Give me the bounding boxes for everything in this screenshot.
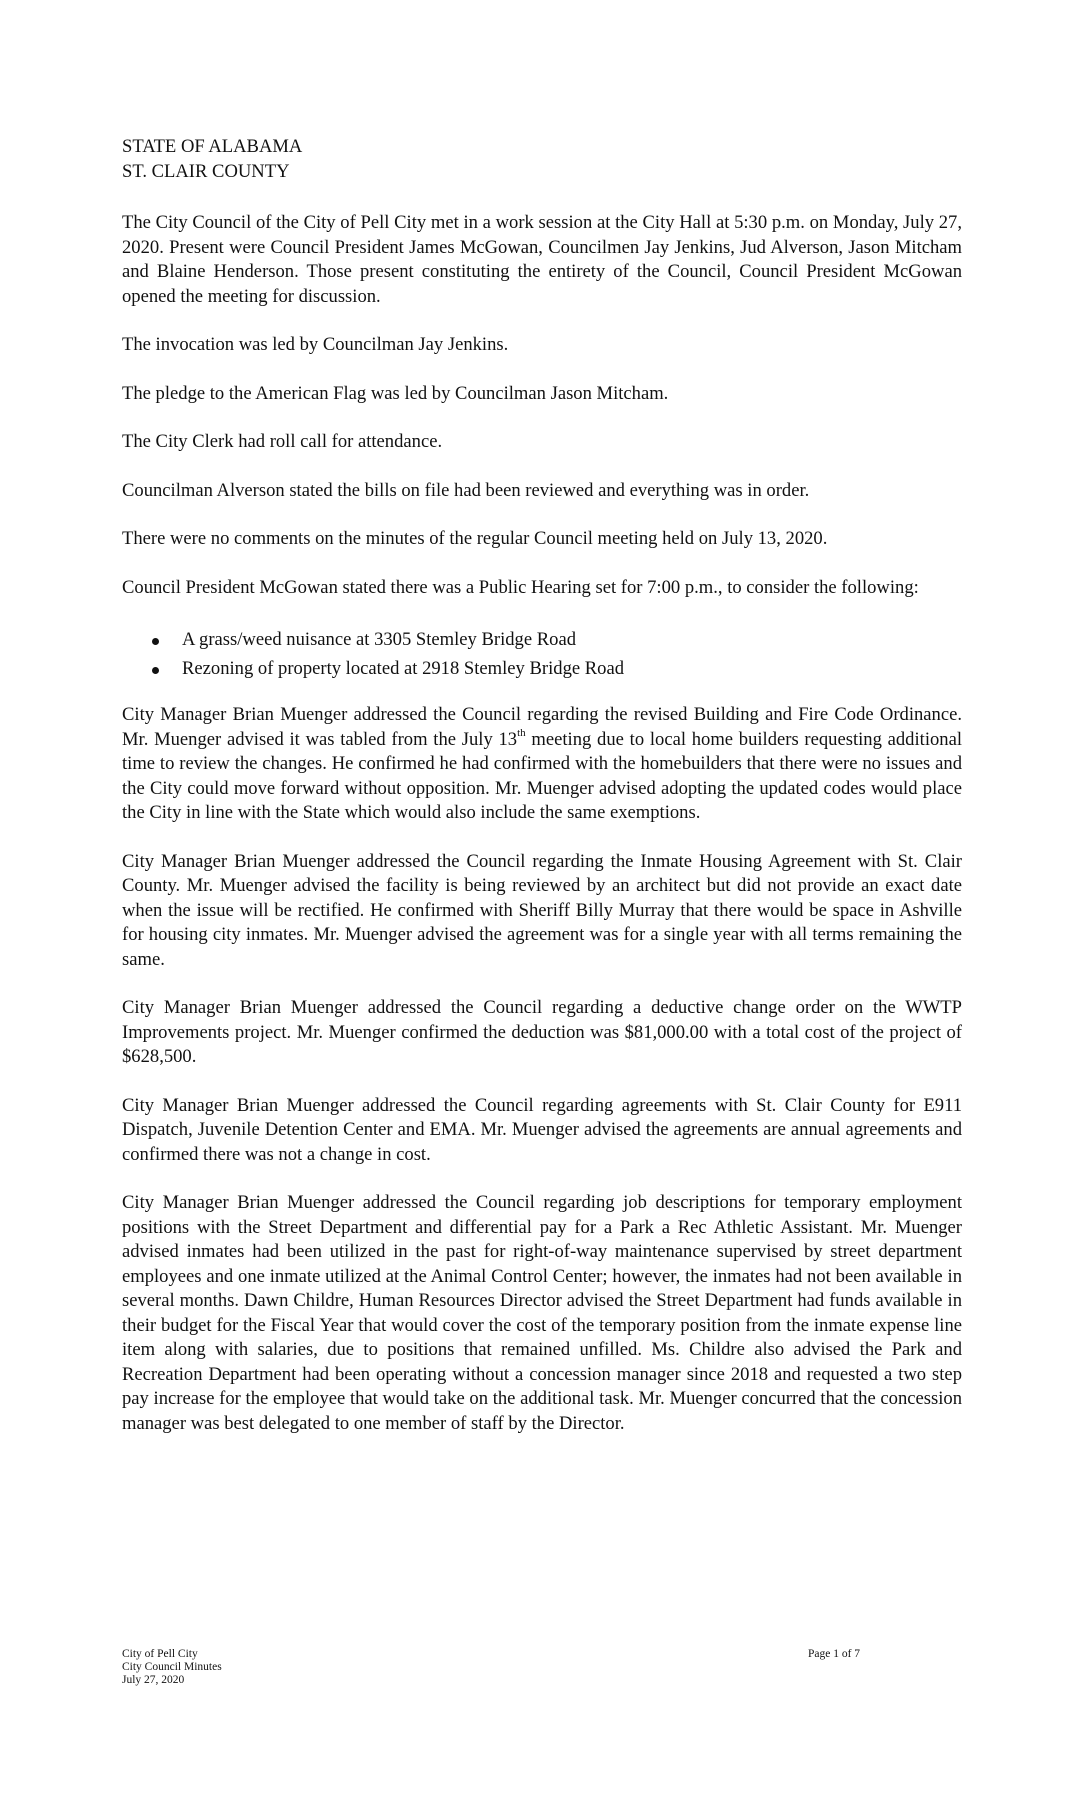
footer-doc-type: City Council Minutes	[122, 1661, 222, 1673]
document-header	[122, 135, 842, 184]
list-item	[152, 657, 962, 682]
county-heading: ST. CLAIR COUNTY	[122, 160, 290, 182]
bullet-icon	[152, 638, 159, 645]
page-number: Page 1 of 7	[808, 1648, 861, 1660]
list-item-text: A grass/weed nuisance at 3305 Stemley Bridge Road	[182, 629, 577, 650]
job-descriptions-paragraph: City Manager Brian Muenger addressed the Council regarding job descriptions for temporary employment positions with the Street Department and differential pay for a Park a Rec Athletic Assistant. Mr. Muenger advised inmates had been utilized in the past for right-of-way maintenance supervised by street department employees and one inmate utilized at the Animal Control Center; however, the inmates had not been available in several months. Dawn Childre, Human Resources Director advised the Street Department had funds available in their budget for the Fiscal Year that would cover the cost of the temporary position from the inmate expense line item along with salaries, due to positions that remained unfilled. Ms. Childre also advised the Park and Recreation Department had been operating without a concession manager since 2018 and requested a two step pay increase for the employee that would take on the additional task. Mr. Muenger concurred that the concession manager was best delegated to one member of staff by the Director.	[122, 1192, 962, 1434]
list-item-text: Rezoning of property located at 2918 Stemley Bridge Road	[182, 657, 625, 679]
public-hearing-paragraph: Council President McGowan stated there was a Public Hearing set for 7:00 p.m., to consider the following:	[122, 576, 919, 598]
list-item	[152, 628, 962, 653]
building-code-paragraph	[122, 703, 962, 826]
minutes-body	[122, 211, 962, 1460]
footer-date: July 27, 2020	[122, 1674, 185, 1686]
bills-paragraph: Councilman Alverson stated the bills on file had been reviewed and everything was in order.	[122, 479, 810, 501]
county-agreements-paragraph: City Manager Brian Muenger addressed the Council regarding agreements with St. Clair County for E911 Dispatch, Juvenile Detention Center and EMA. Mr. Muenger advised the agreements are annual agreements and confirmed there was not a change in cost.	[122, 1094, 962, 1165]
inmate-housing-paragraph: City Manager Brian Muenger addressed the Council regarding the Inmate Housing Agreement with St. Clair County. Mr. Muenger advised the facility is being reviewed by an architect but did not provide an exact date when the issue will be rectified. He confirmed with Sheriff Billy Murray that there would be space in Ashville for housing city inmates. Mr. Muenger advised the agreement was for a single year with all terms remaining the same.	[122, 850, 962, 970]
building-code-text-b: meeting due to local home builders requesting additional time to review the changes. He confirmed he had confirmed with the homebuilders that there were no issues and the City could move forward without opposition. Mr. Muenger advised adopting the updated codes would place the City in line with the State which would also include the same exemptions.	[122, 728, 962, 823]
state-heading: STATE OF ALABAMA	[122, 136, 303, 157]
roll-call-paragraph: The City Clerk had roll call for attendance.	[122, 431, 443, 452]
ordinal-suffix: th	[517, 727, 526, 740]
invocation-paragraph: The invocation was led by Councilman Jay Jenkins.	[122, 334, 509, 355]
pledge-paragraph: The pledge to the American Flag was led by Councilman Jason Mitcham.	[122, 382, 669, 404]
footer-document-info	[122, 1648, 222, 1687]
wwtp-paragraph: City Manager Brian Muenger addressed the Council regarding a deductive change order on the WWTP Improvements project. Mr. Muenger confirmed the deduction was $81,000.00 with a total cost of the project of $628,500.	[122, 997, 962, 1067]
opening-paragraph: The City Council of the City of Pell City met in a work session at the City Hall at 5:30 p.m. on Monday, July 27, 2020. Present were Council President James McGowan, Councilmen Jay Jenkins, Jud Alverson, Jason Mitcham and Blaine Henderson. Those present constituting the entirety of the Council, Council President McGowan opened the meeting for discussion.	[122, 212, 962, 307]
bullet-icon	[152, 667, 159, 674]
building-code-text-a: City Manager Brian Muenger addressed the Council regarding the revised Building and Fire Code Ordinance. Mr. Muenger advised it was tabled from the July 13	[122, 704, 962, 750]
minutes-comments-paragraph: There were no comments on the minutes of the regular Council meeting held on July 13, 2020.	[122, 528, 828, 549]
footer-city: City of Pell City	[122, 1648, 198, 1660]
public-hearing-list	[122, 628, 962, 681]
